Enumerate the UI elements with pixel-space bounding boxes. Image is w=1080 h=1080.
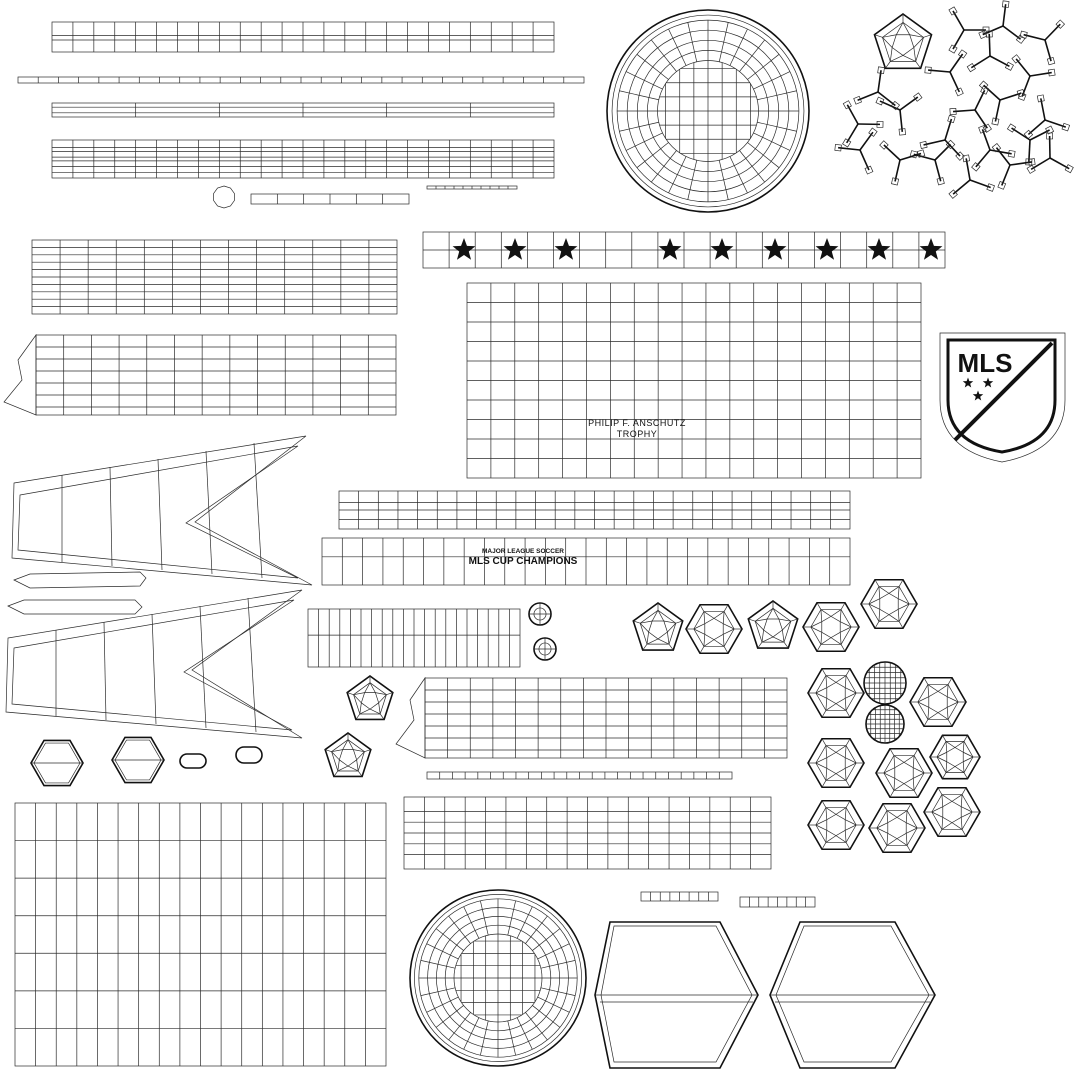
dome-bottom [410,890,586,1066]
block-mid-3 [404,797,771,869]
trophy-line-1: PHILIP F. ANSCHUTZ [588,418,686,428]
big-grid-bottom [15,803,386,1066]
strip-top-3 [52,103,554,117]
strip-bottom-2 [740,897,815,907]
block-mid-1 [308,609,520,667]
strip-small-2 [427,186,517,189]
hex-frame-1 [595,922,758,1068]
pent-2 [686,605,742,653]
champions-band-top [339,491,850,529]
pent-3 [748,601,797,648]
pent-15 [325,733,371,776]
hex-frame-2 [770,922,935,1068]
small-hexes [31,737,262,785]
star-icon [816,238,839,260]
pent-4 [803,603,859,651]
star-icon [983,378,993,388]
star-icon [868,238,891,260]
mls-crest-logo: MLS [957,348,1013,378]
champions-line-1: MAJOR LEAGUE SOCCER [482,548,564,555]
trophy-plate-label [588,418,686,439]
pent-12 [869,804,925,852]
champions-line-2: MLS CUP CHAMPIONS [468,556,578,567]
pent-7 [910,678,966,726]
star-icon [555,238,578,260]
strip-small-1 [251,194,409,204]
strip-top-4 [52,140,554,178]
star-icon [504,238,527,260]
strip-mid-thin [427,772,732,779]
pent-8 [808,739,864,787]
pent-6 [808,669,864,717]
small-discs [529,603,556,660]
mls-crest [958,348,1013,378]
pent-5 [861,580,917,628]
star-icon [973,391,983,401]
star-icon [920,238,943,260]
dome-top [607,10,809,212]
star-icon [453,238,476,260]
chevron-wing-2 [6,590,302,738]
pent-14 [347,676,393,719]
small-star-piece [214,186,235,208]
pent-10 [930,735,980,778]
hex-top-right [874,14,931,68]
strip-bottom-1 [641,892,718,901]
pent-9 [876,749,932,797]
strip-top-1 [52,22,554,52]
capsule-pieces [8,572,146,614]
strip-top-2 [18,77,584,83]
pent-13 [924,788,980,836]
block-left-2 [4,335,396,415]
trophy-line-2: TROPHY [616,429,658,439]
block-left-1 [32,240,397,314]
pent-1 [633,603,682,650]
pent-11 [808,801,864,849]
star-icon [764,238,787,260]
round-caps [864,662,906,743]
star-icon [963,378,973,388]
star-icon [659,238,682,260]
chevron-wing-1 [12,436,312,585]
star-icon [711,238,734,260]
block-mid-2 [396,678,787,758]
trophy-plate [467,283,921,478]
tripod-parts [835,1,1073,199]
star-strip [423,232,945,268]
champions-band-label [469,548,578,567]
champions-band [322,538,850,585]
